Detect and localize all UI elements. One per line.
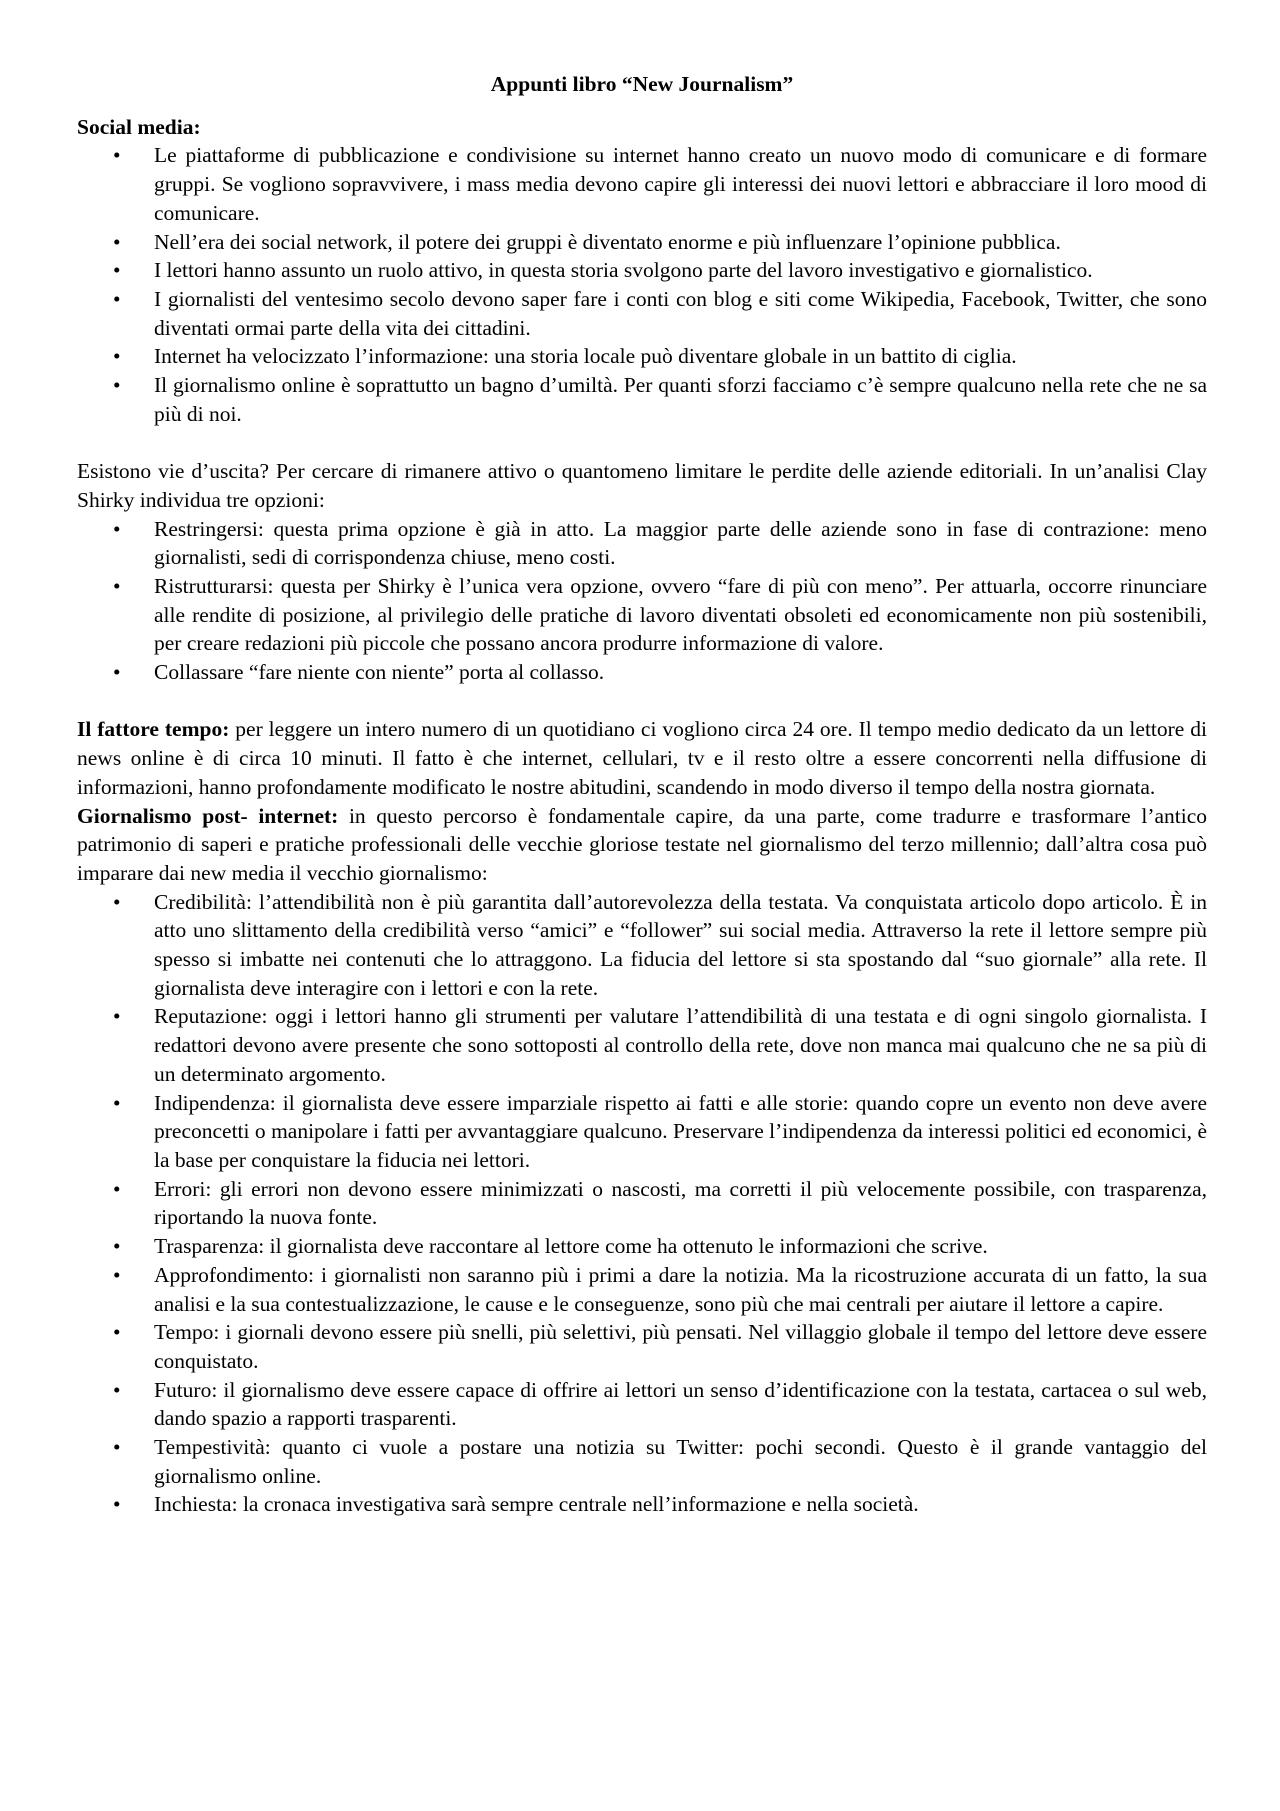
document-page: [77, 70, 1207, 1519]
list-item: • Le piattaforme di pubblicazione e condivisione su internet hanno creato un nuovo modo di comunicare e di formare gruppi. Se vogliono sopravvivere, i mass media devono capire gli interessi dei nuovi lettori e abbracciare il loro mood di comunicare.: [77, 141, 1207, 227]
list-item: • Ristrutturarsi: questa per Shirky è l’unica vera opzione, ovvero “fare di più con meno”. Per attuarla, occorre rinunciare alle rendite di posizione, al privilegio delle pratiche di lavoro diventati obsoleti ed economicamente non più sostenibili, per creare redazioni più piccole che possano ancora produrre informazione di valore.: [77, 572, 1207, 658]
post-internet-text: in questo percorso è fondamentale capire, da una parte, come tradurre e trasformare l’antico patrimonio di saperi e pratiche professionali delle vecchie gloriose testate nel giornalismo del terzo millennio; dall’altra cosa può imparare dai new media il vecchio giornalismo:: [77, 803, 1208, 885]
fattore-tempo-text: per leggere un intero numero di un quotidiano ci vogliono circa 24 ore. Il tempo medio dedicato da un lettore di news online è di circa 10 minuti. Il fatto è che internet, cellulari, tv e il resto oltre a essere concorrenti nella diffusione di informazioni, hanno profondamente modificato le nostre abitudini, scandendo in modo diverso il tempo della nostra giornata.: [77, 717, 1207, 799]
list-item: • Inchiesta: la cronaca investigativa sarà sempre centrale nell’informazione e nella società.: [77, 1490, 1207, 1519]
list-item: • Restringersi: questa prima opzione è già in atto. La maggior parte delle aziende sono in fase di contrazione: meno giornalisti, sedi di corrispondenza chiuse, meno costi.: [77, 515, 1207, 572]
exit-intro-paragraph: Esistono vie d’uscita? Per cercare di rimanere attivo o quantomeno limitare le perdite delle aziende editoriali. In un’analisi Clay Shirky individua tre opzioni:: [77, 459, 1207, 512]
spacer: [77, 428, 1207, 457]
list-item: • Tempo: i giornali devono essere più snelli, più selettivi, più pensati. Nel villaggio globale il tempo del lettore deve essere conquistato.: [77, 1318, 1207, 1375]
fattore-tempo-paragraph: [77, 715, 1207, 801]
list-item: • Credibilità: l’attendibilità non è più garantita dall’autorevolezza della testata. Va conquistata articolo dopo articolo. È in atto uno slittamento della credibilità verso “amici” e “follower” sui social media. Attraverso la rete il lettore sempre più spesso si imbatte nei contenuti che lo attraggono. La fiducia del lettore si sta spostando dal “suo giornale” alla rete. Il giornalista deve interagire con i lettori e con la rete.: [77, 888, 1207, 1003]
social-media-heading: Social media:: [77, 114, 201, 139]
list-item: • Tempestività: quanto ci vuole a postare una notizia su Twitter: pochi secondi. Questo è il grande vantaggio del giornalismo online.: [77, 1433, 1207, 1490]
social-media-list: [77, 141, 1207, 428]
list-item: • Collassare “fare niente con niente” porta al collasso.: [77, 658, 1207, 687]
list-item: • Indipendenza: il giornalista deve essere imparziale rispetto ai fatti e alle storie: quando copre un evento non deve avere preconcetti o manipolare i fatti per avvantaggiare qualcuno. Preservare l’indipendenza da interessi politici ed economici, è la base per conquistare la fiducia nei lettori.: [77, 1089, 1207, 1175]
fattore-tempo-label: Il fattore tempo:: [77, 717, 230, 742]
list-item: • Il giornalismo online è soprattutto un bagno d’umiltà. Per quanti sforzi facciamo c’è sempre qualcuno nella rete che ne sa più di noi.: [77, 371, 1207, 428]
list-item: • Futuro: il giornalismo deve essere capace di offrire ai lettori un senso d’identificazione con la testata, cartacea o sul web, dando spazio a rapporti trasparenti.: [77, 1376, 1207, 1433]
post-internet-label: Giornalismo post- internet:: [77, 803, 339, 828]
post-internet-list: [77, 888, 1207, 1519]
list-item: • Internet ha velocizzato l’informazione: una storia locale può diventare globale in un battito di ciglia.: [77, 342, 1207, 371]
list-item: • Errori: gli errori non devono essere minimizzati o nascosti, ma corretti il più velocemente possibile, con trasparenza, riportando la nuova fonte.: [77, 1175, 1207, 1232]
post-internet-paragraph: [77, 802, 1207, 888]
list-item: • I giornalisti del ventesimo secolo devono saper fare i conti con blog e siti come Wikipedia, Facebook, Twitter, che sono diventati ormai parte della vita dei cittadini.: [77, 285, 1207, 342]
list-item: • I lettori hanno assunto un ruolo attivo, in questa storia svolgono parte del lavoro investigativo e giornalistico.: [77, 256, 1207, 285]
list-item: • Reputazione: oggi i lettori hanno gli strumenti per valutare l’attendibilità di una testata e di ogni singolo giornalista. I redattori devono avere presente che sono sottoposti al controllo della rete, dove non manca mai qualcuno che ne sa più di un determinato argomento.: [77, 1002, 1207, 1088]
exit-options-list: [77, 515, 1207, 687]
list-item: • Trasparenza: il giornalista deve raccontare al lettore come ha ottenuto le informazioni che scrive.: [77, 1232, 1207, 1261]
list-item: • Nell’era dei social network, il potere dei gruppi è diventato enorme e più influenzare l’opinione pubblica.: [77, 228, 1207, 257]
spacer: [77, 687, 1207, 716]
list-item: • Approfondimento: i giornalisti non saranno più i primi a dare la notizia. Ma la ricostruzione accurata di un fatto, la sua analisi e la sua contestualizzazione, le cause e le conseguenze, sono più che mai centrali per aiutare il lettore a capire.: [77, 1261, 1207, 1318]
page-title: Appunti libro “New Journalism”: [490, 72, 794, 96]
